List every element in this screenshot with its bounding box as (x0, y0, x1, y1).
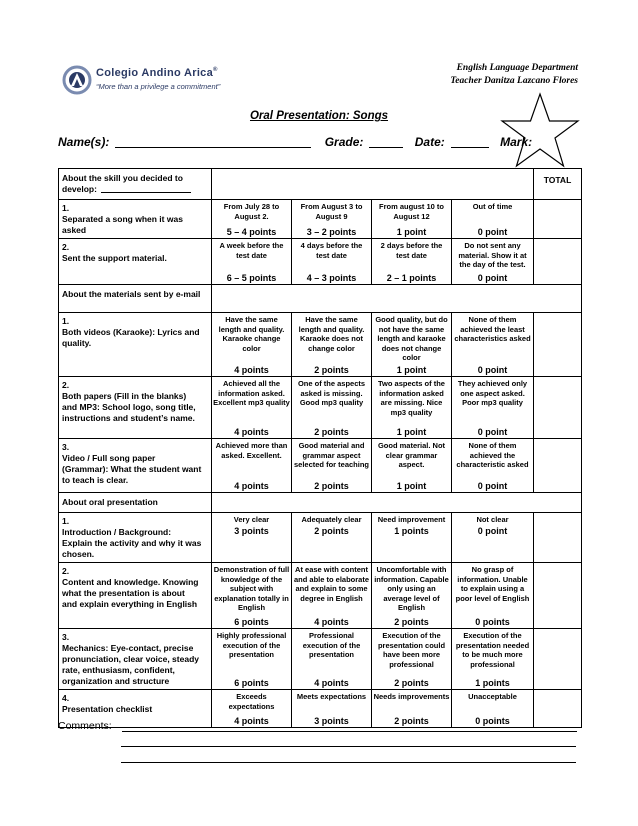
level-cell: Need improvement 1 points (372, 513, 452, 563)
star-icon (500, 92, 580, 170)
level-cell: 4 days before the test date 4 – 3 points (292, 239, 372, 285)
level-cell: Out of time 0 point (452, 200, 534, 239)
table-row (59, 313, 582, 377)
date-field[interactable] (451, 147, 489, 148)
mark-label: Mark: (500, 135, 533, 149)
total-cell[interactable] (534, 690, 582, 728)
registered-mark: ® (213, 67, 218, 73)
name-label: Name(s): (58, 135, 110, 149)
total-cell[interactable] (534, 513, 582, 563)
level-cell: Achieved all the information asked. Excellent mp3 quality 4 points (212, 377, 292, 439)
student-info-line (58, 135, 532, 149)
level-cell: Unacceptable 0 points (452, 690, 534, 728)
table-row (59, 690, 582, 728)
level-cell: Two aspects of the information asked are missing. Nice mp3 quality 1 point (372, 377, 452, 439)
total-cell[interactable] (534, 313, 582, 377)
section-title: About the materials sent by e-mail (59, 285, 212, 313)
school-emblem-icon (62, 64, 92, 96)
page-title: Oral Presentation: Songs (249, 110, 389, 122)
total-cell[interactable] (534, 629, 582, 690)
table-row (59, 239, 582, 285)
criterion: 2.Content and knowledge. Knowing what the presentation is about and explain everything in English (59, 563, 212, 629)
table-row (59, 377, 582, 439)
level-cell: Good material and grammar aspect selected for teaching 2 points (292, 439, 372, 493)
level-cell: Execution of the presentation needed to be much more professional 1 points (452, 629, 534, 690)
total-cell[interactable] (534, 439, 582, 493)
level-cell: They achieved only one aspect asked. Poor mp3 quality 0 point (452, 377, 534, 439)
level-cell: Good quality, but do not have the same length and karaoke does not change color 1 point (372, 313, 452, 377)
level-cell: Execution of the presentation could have been more professional 2 points (372, 629, 452, 690)
level-cell: From July 28 to August 2. 5 – 4 points (212, 200, 292, 239)
section-title: About the skill you decided to develop: (59, 169, 212, 200)
total-cell[interactable] (534, 377, 582, 439)
level-cell: None of them achieved the least characteristics asked 0 point (452, 313, 534, 377)
level-cell: Not clear 0 point (452, 513, 534, 563)
level-cell: Have the same length and quality. Karaoke does not change color 2 points (292, 313, 372, 377)
level-cell: Needs improvements 2 points (372, 690, 452, 728)
level-cell: From August 3 to August 9 3 – 2 points (292, 200, 372, 239)
level-cell: A week before the test date 6 – 5 points (212, 239, 292, 285)
level-cell: Exceeds expectations 4 points (212, 690, 292, 728)
level-cell: None of them achieved the characteristic asked 0 point (452, 439, 534, 493)
level-cell: No grasp of information. Unable to explain using a poor level of English 0 points (452, 563, 534, 629)
criterion: 2.Sent the support material. (59, 239, 212, 285)
section-row (59, 169, 582, 200)
comments-line[interactable] (122, 731, 577, 732)
comments-line[interactable] (121, 762, 576, 763)
criterion: 3.Mechanics: Eye-contact, precise pronunciation, clear voice, steady rate, enthusiasm, confident, organization and structure (59, 629, 212, 690)
criterion: 1.Both videos (Karaoke): Lyrics and quality. (59, 313, 212, 377)
school-logo (62, 62, 222, 102)
name-field[interactable] (115, 147, 311, 148)
level-cell: Very clear 3 points (212, 513, 292, 563)
level-cell: Uncomfortable with information. Capable only using an average level of English 2 points (372, 563, 452, 629)
total-header: TOTAL (534, 169, 582, 200)
level-cell: Good material. Not clear grammar aspect. 1 point (372, 439, 452, 493)
level-cell: Highly professional execution of the presentation 6 points (212, 629, 292, 690)
criterion: 4.Presentation checklist (59, 690, 212, 728)
criterion: 1.Separated a song when it was asked (59, 200, 212, 239)
level-cell: Have the same length and quality. Karaoke change color 4 points (212, 313, 292, 377)
department-name: English Language Department (456, 63, 578, 73)
skill-field[interactable] (101, 192, 191, 193)
comments-line[interactable] (121, 746, 576, 747)
total-cell[interactable] (534, 200, 582, 239)
criterion: 3.Video / Full song paper (Grammar): What the student want to teach is clear. (59, 439, 212, 493)
grade-label: Grade: (324, 135, 364, 149)
level-cell: At ease with content and able to elaborate and explain to some degree in English 4 points (292, 563, 372, 629)
rubric-table (58, 168, 582, 728)
total-cell[interactable] (534, 563, 582, 629)
level-cell: From august 10 to August 12 1 point (372, 200, 452, 239)
total-cell[interactable] (534, 239, 582, 285)
level-cell: Adequately clear 2 points (292, 513, 372, 563)
section-row (59, 285, 582, 313)
department-block (450, 62, 578, 88)
table-row (59, 200, 582, 239)
table-row (59, 439, 582, 493)
level-cell: 2 days before the test date 2 – 1 points (372, 239, 452, 285)
criterion: 2.Both papers (Fill in the blanks) and MP3: School logo, song title, instructions and student’s name. (59, 377, 212, 439)
table-row (59, 563, 582, 629)
grade-field[interactable] (369, 147, 403, 148)
section-row (59, 493, 582, 513)
level-cell: Meets expectations 3 points (292, 690, 372, 728)
teacher-name: Teacher Danitza Lazcano Flores (450, 76, 578, 86)
school-name: Colegio Andino Arica (96, 67, 214, 79)
date-label: Date: (414, 135, 445, 149)
level-cell: Do not sent any material. Show it at the day of the test. 0 point (452, 239, 534, 285)
level-cell: One of the aspects asked is missing. Good mp3 quality 2 points (292, 377, 372, 439)
school-tagline: “More than a privilege a commitment” (96, 82, 221, 91)
table-row (59, 513, 582, 563)
table-row (59, 629, 582, 690)
criterion: 1.Introduction / Background: Explain the activity and why it was chosen. (59, 513, 212, 563)
section-title: About oral presentation (59, 493, 212, 513)
level-cell: Achieved more than asked. Excellent. 4 points (212, 439, 292, 493)
level-cell: Demonstration of full knowledge of the subject with explanation totally in English 6 points (212, 563, 292, 629)
level-cell: Professional execution of the presentation 4 points (292, 629, 372, 690)
comments-label: Comments: (58, 720, 112, 732)
